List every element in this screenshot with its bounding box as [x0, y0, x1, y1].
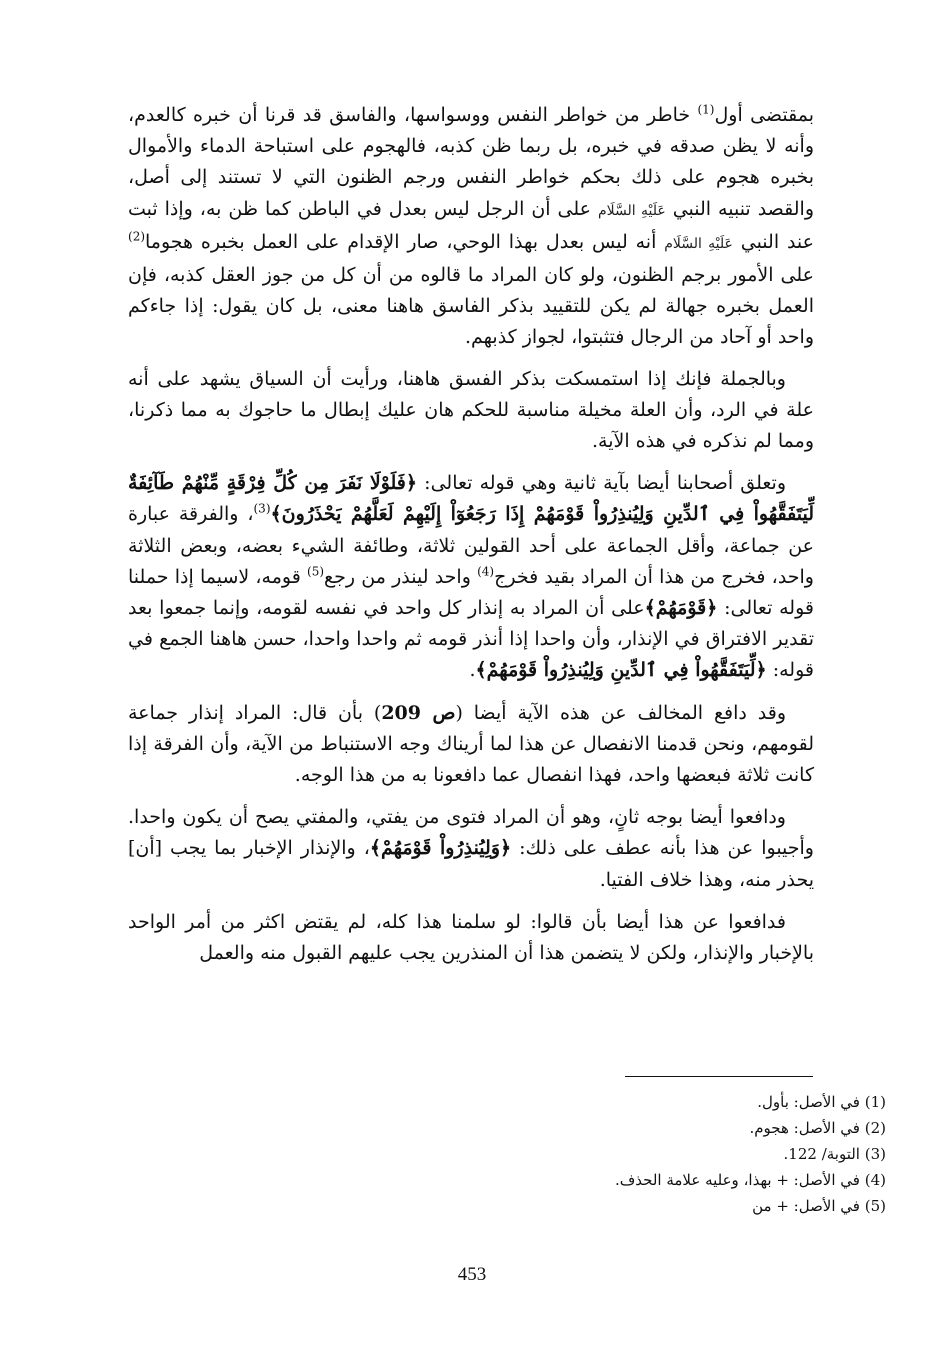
honorific-glyph-1: عَلَيْهِ السَّلَام: [597, 202, 666, 219]
paragraph-4: [128, 698, 814, 792]
footnote-3: (3) التوبة/ 122.: [783, 1145, 886, 1163]
paragraph-1-text-c: أنه ليس بعدل بهذا الوحي، صار الإقدام على العمل بخبره هجوما: [145, 230, 665, 253]
page-number: 453: [457, 1264, 487, 1285]
paragraph-4-text-b: ) بأن قال: المراد إنذار جماعة لقومهم، ونحن قدمنا الانفصال عن هذا لما أريناك وجه الاستنباط من الآية، وأن الفرقة إذا كانت ثلاثة فبعضها واحد، فهذا انفصال عما دافعونا به من هذا الوجه.: [128, 701, 814, 787]
paragraph-3-text-d: قومه، لاسيما إذا حملنا قوله تعالى:: [128, 565, 814, 620]
paragraph-5-text-b: ، والإنذار الإخبار بما يجب [أن] يحذر منه، وهذا خلاف الفتيا.: [128, 837, 814, 891]
footnote-ref-4: (4): [477, 564, 495, 579]
paragraph-1-text-b: على أن الرجل ليس بعدل في الباطن كما ظن به، وإذا ثبت عند النبي: [128, 197, 814, 253]
footnotes: [400, 1089, 886, 1219]
footnote-ref-1: (1): [697, 102, 715, 117]
quran-verse-4: ﴿وَلِيُنذِرُواْ قَوْمَهُمْ﴾: [369, 837, 512, 860]
footnote-ref-3: (3): [253, 502, 271, 517]
paragraph-3-text-c: واحد لينذر من رجع: [324, 565, 478, 588]
paragraph-5-text-a: ودافعوا أيضا بوجه ثانٍ، وهو أن المراد فتوى من يفتي، والمفتي يصح أن يكون واحدا. وأجيبوا عن هذا بأنه عطف على ذلك:: [128, 806, 814, 860]
footnote-2: (2) في الأصل: هجوم.: [749, 1119, 886, 1137]
paragraph-6: [128, 907, 814, 969]
paragraph-6-text: فدافعوا عن هذا أيضا بأن قالوا: لو سلمنا هذا كله، لم يقتض اكثر من أمر الواحد بالإخبار والإنذار، ولكن لا يتضمن هذا أن المنذرين يجب عليهم القبول منه والعمل: [128, 910, 814, 965]
quran-verse-2: ﴿قَوْمَهُمْ﴾: [644, 597, 718, 620]
page-reference: ص 209: [381, 701, 456, 724]
footnote-1: (1) في الأصل: بأول.: [757, 1093, 886, 1111]
paragraph-3-text-e: على أن المراد به إنذار كل واحد في نفسه لقومه، وإنما جمعوا بعد تقدير الافتراق في الإنذار، وأن واحدا إذا أنذر قومه ثم واحدا واحدا، حسن هاهنا الجمع في قوله:: [128, 597, 814, 682]
footnote-5: (5) في الأصل: + من: [752, 1197, 886, 1215]
paragraph-1: [128, 100, 814, 354]
paragraph-3-text-f: .: [469, 659, 476, 682]
footnote-ref-5: (5): [307, 564, 325, 579]
footnote-ref-2: (2): [128, 229, 146, 244]
paragraph-3-text-a: وتعلق أصحابنا أيضا بآية ثانية وهي قوله تعالى:: [417, 472, 787, 495]
paragraph-1-text-d: على الأمور برجم الظنون، ولو كان المراد ما قالوه من أن كل من جوز العقل كذبه، فإن العمل بخبره جهالة لم يكن للتقييد بذكر الفاسق هاهنا معنى، بل كان يقول: إذا جاءكم واحد أو آحاد من الرجال فتثبتوا، لجواز كذبهم.: [128, 264, 814, 349]
paragraph-2-text: وبالجملة فإنك إذا استمسكت بذكر الفسق هاهنا، ورأيت أن السياق يشهد على أنه علة في الرد، وأن العلة مخيلة مناسبة للحكم هان عليك إبطال ما حاجوك به مما ذكرنا، ومما لم نذكره في هذه الآية.: [128, 367, 814, 453]
paragraph-2: [128, 364, 814, 458]
paragraph-3-text-b: ، والفرقة عبارة عن جماعة، وأقل الجماعة على أحد القولين ثلاثة، وطائفة الشيء بعضه، وبعض الثلاثة واحد، فخرج من هذا أن المراد بقيد فخرج: [128, 503, 814, 588]
paragraph-5: [128, 802, 814, 896]
quran-verse-1: ﴿فَلَوْلَا نَفَرَ مِن كُلِّ فِرْقَةٍ مِّنْهُمْ طَآئِفَةٌ لِّيَتَفَقَّهُواْ فِي ٱلدِّينِ وَلِيُنذِرُواْ قَوْمَهُمْ إِذَا رَجَعُوٓاْ إِلَيْهِمْ لَعَلَّهُمْ يَحْذَرُونَ﴾: [128, 472, 814, 526]
paragraph-1-lead: بمقتضى أول: [714, 104, 814, 126]
paragraph-3: [128, 468, 814, 686]
honorific-glyph-2: عَلَيْهِ السَّلَام: [664, 235, 733, 252]
footnote-separator: [625, 1076, 813, 1077]
quran-verse-3: ﴿لِّيَتَفَقَّهُواْ فِي ٱلدِّينِ وَلِيُنذِرُواْ قَوْمَهُمْ﴾: [475, 659, 767, 682]
paragraph-4-text-a: وقد دافع المخالف عن هذه الآية أيضا (: [455, 701, 787, 724]
footnote-4: (4) في الأصل: + بهذا، وعليه علامة الحذف.: [614, 1171, 886, 1189]
paragraph-1-text-a: خاطر من خواطر النفس ووسواسها، والفاسق قد قرنا أن خبره كالعدم، وأنه لا يظن صدقه في خبره، بل ربما ظن كذبه، فالهجوم على استباحة الدماء والأموال بخبره هجوم على ذلك بحكم خواطر النفس ورجم الظنون التي لا تستند إلى أصل، والقصد تنبيه النبي: [128, 104, 814, 220]
main-text: [128, 100, 814, 980]
